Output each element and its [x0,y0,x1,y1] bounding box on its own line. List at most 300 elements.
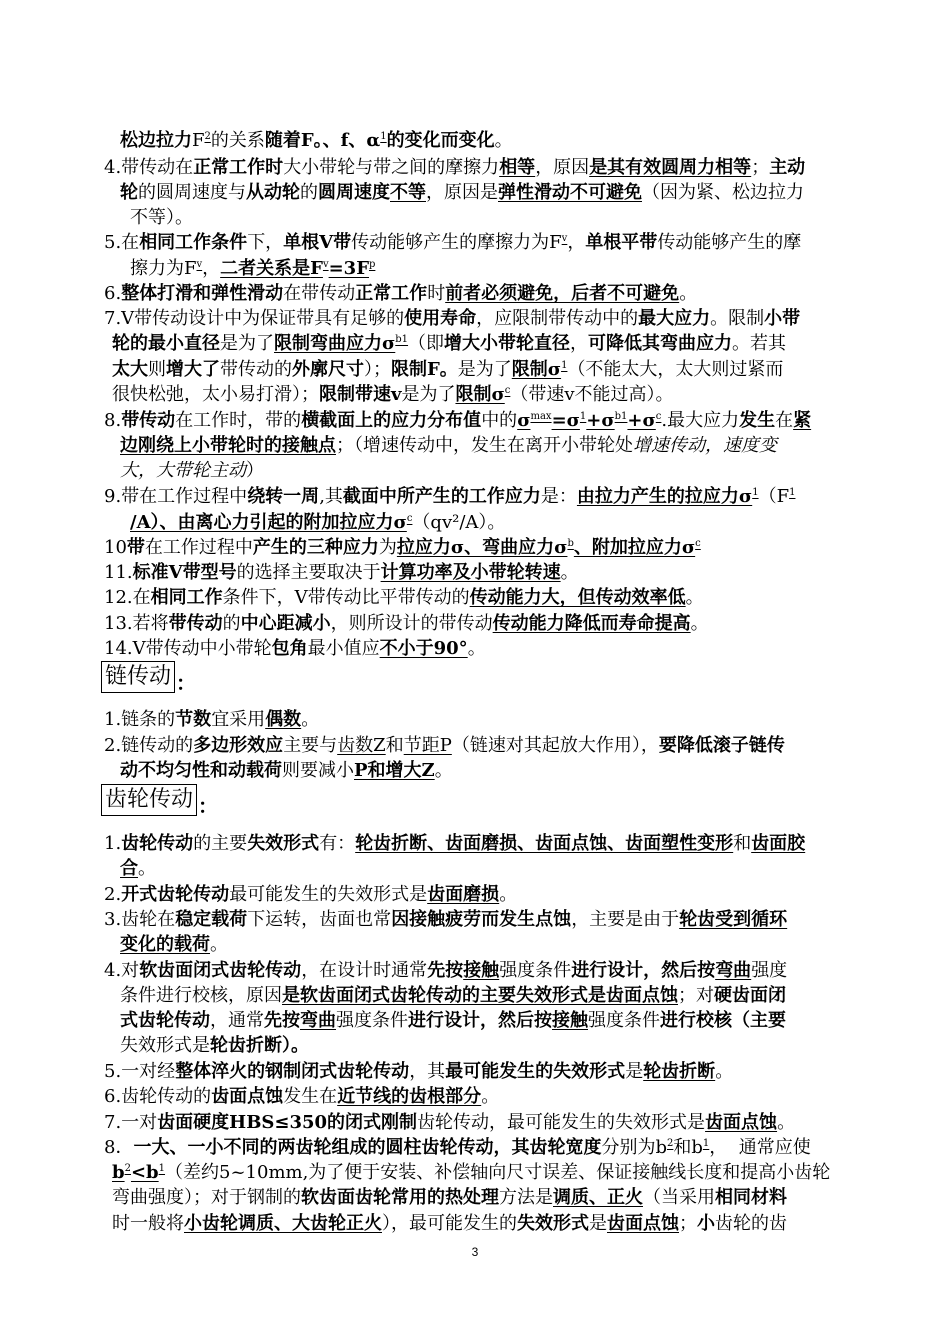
text-line [104,1135,811,1161]
text-run: 不等 [390,182,426,203]
text-run: 的选择主要取决于 [236,562,381,583]
text-run: 二者关系是 [220,258,311,279]
text-run: 齿面点蚀 [211,1086,284,1107]
text-run: 可降低其弯曲应力 [588,333,733,354]
text-line [130,510,505,536]
text-line [120,983,786,1009]
text-run: 多边形效应 [193,735,284,756]
text-run: 轮齿折断 [643,1061,716,1082]
text-line [104,1084,499,1110]
superscript-run: b [567,538,574,549]
text-run: 近节线的齿根部分 [337,1086,482,1107]
superscript-run: v [322,259,329,270]
text-line [112,357,783,383]
text-run: 时 [427,283,446,304]
text-run: 分别为b [601,1137,667,1158]
text-run: 轮齿折断、齿面磨损、齿面点蚀、齿面塑性变形 [355,833,734,854]
text-run: 节距P [403,735,452,756]
superscript-run: v [561,233,568,244]
text-run: 先按 [264,1010,300,1031]
text-run: 齿数Z [337,735,386,756]
text-run: 要降低滚子链传 [658,735,785,756]
text-line [120,128,513,154]
text-line [104,535,701,561]
text-line [104,585,704,611]
text-run: F [192,130,205,151]
text-run: 边刚绕上小带轮时的接触点 [120,435,336,456]
text-run: 最小值应 [307,638,380,659]
text-run: 小 [697,1213,715,1234]
text-run: P和增大Z [354,760,435,781]
text-run: 合 [120,858,138,879]
text-run: 则要减小 [282,760,354,781]
text-run: 正常工作时 [193,157,284,178]
text-run: σ [517,410,531,431]
text-run: 硬齿面闭 [714,985,786,1006]
text-run: 12.在 [104,587,151,608]
text-run: 是为了 [401,384,456,405]
text-run: b [112,1162,125,1183]
text-line [120,458,264,484]
text-run: ） [246,460,264,481]
text-run: 传动能够产生的摩 [657,232,802,253]
text-line [104,907,787,933]
superscript-run: 1 [158,1163,166,1174]
text-run: 14.V带传动中小带轮 [104,638,272,659]
text-run: 是为了 [457,359,512,380]
text-run: 轮的最小直径 [112,333,220,354]
text-run: /A）、由离心力引起的附加拉应力σ [130,512,407,533]
text-run: 强度条件 [336,1010,408,1031]
text-run: 从动轮 [246,182,300,203]
text-run: 最可能发生的失效形式 [445,1061,626,1082]
text-run: （因为紧、松边拉力 [642,182,804,203]
chain-drive-heading [101,661,175,693]
text-run: 弯曲强度）；对于钢制的 [112,1187,301,1208]
text-run: ， [567,232,586,253]
text-run: 传动能力降低而寿命提高 [492,613,691,634]
text-line [104,831,805,857]
text-run: 齿轮的齿 [715,1213,787,1234]
text-run: 则 [148,359,166,380]
text-run: 前者必须避免，后者不可避免 [445,283,680,304]
superscript-run: 2 [666,1138,674,1149]
text-run: 发生 [739,410,776,431]
text-run: 在带传动 [283,283,356,304]
text-run: 绕转一周 [247,486,320,507]
text-run: 和 [733,833,752,854]
text-run: 8. [104,410,122,431]
text-run: 2.链传动的 [104,735,194,756]
text-run: 方法是 [499,1187,553,1208]
text-run: 11. [104,562,133,583]
text-run: 4.对 [104,960,140,981]
chain-heading-colon: ： [176,671,197,695]
text-run: 进行校核（主要 [660,1010,786,1031]
text-run: 7.一对 [104,1112,158,1133]
text-run: 计算功率及小带轮转速 [380,562,561,583]
text-run: （链速对其起放大作用）， [451,735,659,756]
text-run: 是： [540,486,577,507]
text-line [104,306,800,332]
text-run: 。 [467,638,486,659]
text-run: 小齿轮调质、大齿轮正火 [184,1213,382,1234]
text-run: ）； [364,359,391,380]
page-number: 3 [471,1245,479,1259]
text-run: 齿面磨损 [427,884,500,905]
text-line [120,180,804,206]
superscript-run: 2 [204,131,211,142]
text-run: 相等 [499,157,536,178]
text-run: （qv²/A）。 [412,512,506,533]
text-line [104,281,697,307]
text-line [104,1110,795,1136]
text-run: 轮齿受到循环 [679,909,788,930]
text-run: 由拉力产生的拉应力σ [576,486,753,507]
superscript-run: 1 [752,487,759,498]
text-run: ；（增速传动中，发生在离开小带轮处 [336,435,633,456]
text-run: 条件下，V带传动比平带传动的 [222,587,470,608]
text-run: 。 [777,1112,796,1133]
text-run: 外廓尺寸 [292,359,364,380]
text-run: 带传动 [168,613,223,634]
text-run: 是为了 [220,333,274,354]
text-run: =3F [328,258,369,279]
text-run: 。 [690,613,709,634]
text-run: 。 [679,283,698,304]
text-run: 进行设计，然后按 [408,1010,552,1031]
text-run: ， [202,258,221,279]
text-run: 相同工作 [150,587,223,608]
text-run: 是软齿面闭式齿轮传动的主要失效形式是齿面点蚀 [282,985,678,1006]
text-run: 的主要 [193,833,248,854]
text-run: 因接触疲劳而发生点蚀 [391,909,572,930]
text-run: 擦力为F [130,258,197,279]
superscript-run: c [406,513,413,524]
text-run: 限制带速v [319,384,402,405]
text-run: 产生的三种应力 [252,537,379,558]
text-run: ，应限制带传动中的 [476,308,639,329]
text-run: （差约5~10mm,为了便于安装、补偿轴向尺寸误差、保证接触线长度和提高小齿轮 [165,1162,831,1183]
text-run: 传动能力大，但传动效率低 [469,587,686,608]
text-run: 。 [494,130,513,151]
text-run: 变化的载荷 [120,934,210,955]
text-line [120,1033,309,1059]
text-run: 6.齿轮传动的 [104,1086,212,1107]
text-run: ，其 [409,1061,446,1082]
text-run: 10 [104,537,127,558]
text-line [112,1160,830,1186]
text-run: 下， [247,232,284,253]
text-run: 弯曲 [715,960,752,981]
superscript-run: max [530,411,552,422]
text-line [104,230,801,256]
text-run: 6. [104,283,122,304]
text-run: ， 通常应使 [709,1137,811,1158]
text-run: 失效形式 [247,833,320,854]
text-run: 主动 [769,157,806,178]
text-line [104,733,785,759]
text-run: 中心距减小 [240,613,331,634]
text-run: 和 [385,735,404,756]
text-run: 13.若将 [104,613,169,634]
text-run: （带速v不能过高）。 [510,384,674,405]
text-run: 是 [589,1213,607,1234]
text-run: 。 [560,562,579,583]
text-line [104,408,811,434]
text-run: 接触 [463,960,500,981]
text-run: +σ [627,410,656,431]
text-run: 限制弯曲应力σ [274,333,396,354]
text-line [112,1211,787,1237]
text-line [104,1059,733,1085]
text-run: 不小于90° [379,638,468,659]
text-run: 使用寿命 [404,308,477,329]
text-run: 节数 [175,709,212,730]
text-run: 齿面点蚀 [607,1213,679,1234]
text-run: 传动能够产生的摩擦力为F [351,232,562,253]
text-line [104,707,319,733]
text-run: 在 [775,410,794,431]
text-run: 强度 [751,960,788,981]
text-run: 齿轮传动，最可能发生的失效形式是 [417,1112,706,1133]
text-run: 。 [685,587,704,608]
text-line [104,560,579,586]
superscript-run: 1 [561,360,568,371]
text-run: 随着F。、f、α [264,130,381,151]
text-run: 式齿轮传动 [120,1010,210,1031]
text-run: 大，大带轮主动 [120,460,246,481]
text-run: （即 [408,333,445,354]
text-run: 。 [499,884,518,905]
text-run: 相同材料 [715,1187,787,1208]
text-run: 4.带传动在 [104,157,194,178]
text-run: 带 [126,537,145,558]
text-run: 的 [222,613,241,634]
text-run: 拉应力σ、弯曲应力σ [396,537,568,558]
text-run: 。 [434,760,453,781]
text-run: 先按 [427,960,464,981]
superscript-run: c [504,385,511,396]
text-run: 7.V带传动设计中为保证带具有足够的 [104,308,405,329]
text-run: 很快松弛，太小易打滑）； [112,384,319,405]
text-run: ，在设计时通常 [301,960,428,981]
text-run: 限制σ [455,384,505,405]
text-run: ，主要是由于 [571,909,680,930]
text-run: 小带 [764,308,801,329]
superscript-run: p [368,259,376,270]
text-run: 主要与 [283,735,338,756]
text-run: 轮 [120,182,138,203]
text-run: 失效形式是 [120,1035,210,1056]
text-run: 的关系 [210,130,265,151]
text-run: 宜采用 [211,709,266,730]
text-run: 软齿面闭式齿轮传动 [139,960,302,981]
text-run: 条件进行校核，原因 [120,985,282,1006]
text-run: 。若其 [732,333,787,354]
text-run: ，原因是 [426,182,498,203]
superscript-run: v [196,259,203,270]
text-run: 。 [301,709,320,730]
text-run: 在工作过程中 [144,537,253,558]
text-run: 相同工作条件 [139,232,248,253]
text-run: 最大应力 [638,308,711,329]
text-run: 单根V带 [283,232,352,253]
text-line [112,1185,787,1211]
text-run: 增大了 [166,359,220,380]
text-run: 轮齿折断 [210,1035,282,1056]
text-line [130,205,193,231]
text-run: （当采用 [643,1187,715,1208]
text-run: 下运转，齿面也常 [247,909,392,930]
text-run: 的圆周速度与 [138,182,246,203]
text-line [120,433,777,459]
text-run: =σ [551,410,580,431]
text-run: 动不均匀性和动载荷 [120,760,282,781]
text-line [112,382,674,408]
superscript-run: c [655,411,662,422]
text-line [104,611,709,637]
text-run: 调质、正火 [553,1187,643,1208]
text-run: 大小带轮与带之间的摩擦力 [283,157,500,178]
text-run: 是其有效圆周力相等 [589,157,752,178]
text-run: 、附加拉应力σ [573,537,696,558]
text-run: 弹性滑动不可避免 [498,182,642,203]
text-line [104,636,486,662]
text-run: 进行设计，然后按 [571,960,716,981]
text-run: +σ [586,410,615,431]
text-run: 5.在 [104,232,140,253]
text-line [104,484,795,510]
text-run: 。 [210,934,228,955]
text-run: ，原因 [535,157,590,178]
text-line [120,758,453,784]
superscript-run: b1 [395,334,409,345]
text-line [104,882,517,908]
text-run: 为 [378,537,397,558]
text-run: ），最可能发生的 [382,1213,517,1234]
text-line [104,958,787,984]
text-run: 1.链条的 [104,709,176,730]
superscript-run: 1 [789,487,796,498]
text-run: ；对 [678,985,714,1006]
text-run: 在工作时，带的 [175,410,302,431]
text-run: 圆周速度 [318,182,390,203]
text-run: 最可能发生的失效形式是 [229,884,428,905]
text-run: 的变化而变化 [386,130,495,151]
gear-drive-heading-text: 齿轮传动 [105,787,194,812]
text-run: 齿面点蚀 [705,1112,778,1133]
text-line [120,1008,786,1034]
text-run: ,其 [319,486,343,507]
text-run: 时一般将 [112,1213,184,1234]
text-run: 。 [715,1061,734,1082]
text-run: 齿面胶 [751,833,806,854]
gear-heading-colon: ： [198,794,219,818]
text-run: 整体淬火的钢制闭式齿轮传动 [175,1061,410,1082]
text-run: 中的 [481,410,518,431]
text-run: 软齿面齿轮常用的热处理 [301,1187,499,1208]
text-run: 开式齿轮传动 [121,884,230,905]
text-run: ，通常 [210,1010,264,1031]
text-run: .最大应力 [661,410,740,431]
text-run: 带传动的 [220,359,292,380]
text-run: 接触 [552,1010,588,1031]
text-run: 失效形式 [517,1213,589,1234]
gear-drive-heading [101,784,197,816]
text-run: 9.带在工作过程中 [104,486,248,507]
text-run: 。 [138,858,156,879]
text-run: 齿轮传动 [121,833,194,854]
superscript-run: 1 [579,411,587,422]
text-run: 5.一对经 [104,1061,176,1082]
text-run: 松边拉力 [120,130,192,151]
superscript-run: b1 [614,411,628,422]
text-run: 横截面上的应力分布值 [301,410,482,431]
text-run: 。限制 [710,308,765,329]
text-line [120,856,156,882]
text-run: 发生在 [283,1086,338,1107]
text-run: 紧 [793,410,812,431]
text-run: 整体打滑和弹性滑动 [121,283,284,304]
text-run: 增速传动，速度变 [633,435,777,456]
text-run: 太大 [112,359,148,380]
chain-drive-heading-text: 链传动 [105,664,172,689]
text-run: 弯曲 [300,1010,336,1031]
text-run: 3.齿轮在 [104,909,176,930]
text-run: ； [679,1213,697,1234]
text-run: 稳定载荷 [175,909,248,930]
text-run: 强度条件 [499,960,572,981]
text-run: 1. [104,833,122,854]
superscript-run: 1 [702,1138,710,1149]
text-run: 齿面硬度HBS≤350的闭式刚制 [157,1112,418,1133]
text-run: 一大、一小不同的两齿轮组成的圆柱齿轮传动，其齿轮宽度 [133,1137,602,1158]
text-run: 增大小带轮直径 [444,333,571,354]
text-run: 标准V带型号 [132,562,237,583]
text-line [130,256,375,282]
text-run: 。 [481,1086,500,1107]
text-run: <b [130,1162,159,1183]
text-run: 限制σ [511,359,562,380]
text-run: ，则所设计的带传动 [330,613,493,634]
text-run: 截面中所产生的工作应力 [342,486,541,507]
superscript-run: c [695,538,701,549]
text-run: 2. [104,884,122,905]
text-run: ）。 [282,1035,309,1056]
text-run: 的 [300,182,318,203]
text-run: 有： [319,833,356,854]
text-run: 偶数 [265,709,302,730]
text-line [120,932,228,958]
text-run: 正常工作 [355,283,428,304]
text-run: 是 [625,1061,644,1082]
text-run: 和b [673,1137,703,1158]
text-run: ； [751,157,770,178]
text-line [104,155,805,181]
text-run: （不能太大，太大则过紧而 [567,359,784,380]
superscript-run: 2 [124,1163,131,1174]
text-run: （F [758,486,790,507]
text-run: 限制F。 [391,359,458,380]
text-run: 带传动 [121,410,176,431]
text-run: F [310,258,323,279]
text-line [112,331,786,357]
text-run: 包角 [271,638,308,659]
superscript-run: 1 [380,131,387,142]
text-run: 不等）。 [130,207,193,228]
text-run: 单根平带 [585,232,658,253]
